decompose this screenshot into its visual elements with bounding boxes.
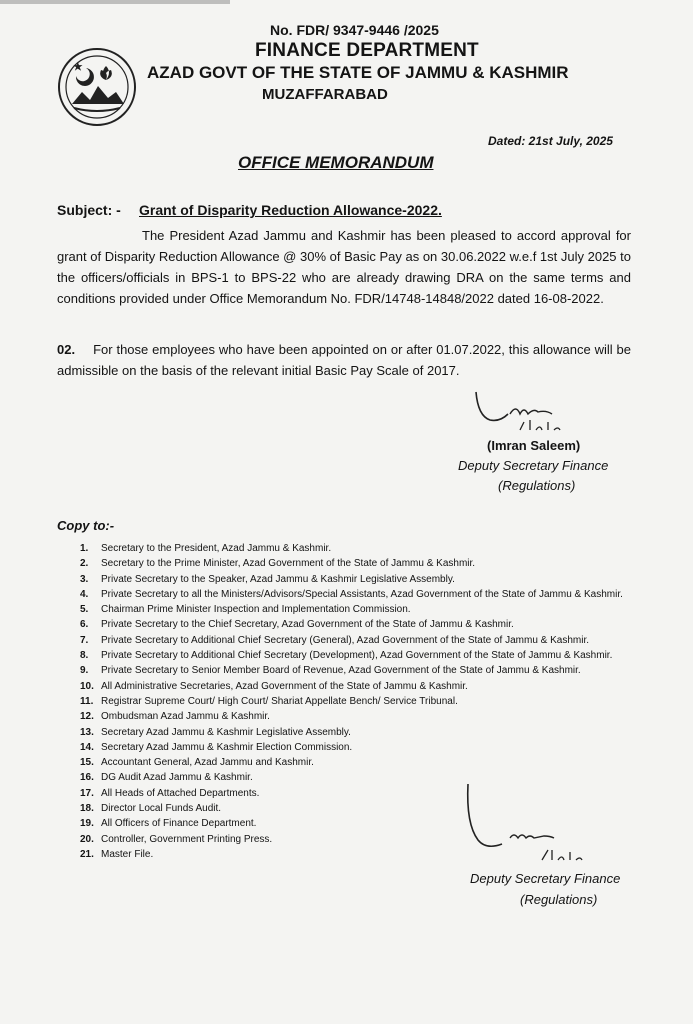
signatory-1-designation: Deputy Secretary Finance (458, 458, 609, 473)
distribution-item-text: Director Local Funds Audit. (101, 803, 222, 815)
distribution-item-text: All Officers of Finance Department. (101, 818, 257, 830)
distribution-item-number: 16. (80, 772, 94, 784)
distribution-item-text: Private Secretary to Additional Chief Secretary (General), Azad Government of the State of Jammu & Kashmir. (101, 634, 590, 646)
distribution-item-number: 12. (80, 711, 94, 723)
distribution-item-text: All Heads of Attached Departments. (101, 787, 260, 799)
memo-title: OFFICE MEMORANDUM (238, 153, 434, 172)
distribution-item-number: 5. (80, 604, 89, 616)
distribution-item-number: 21. (80, 848, 94, 860)
distribution-item-text: Controller, Government Printing Press. (101, 833, 273, 845)
distribution-item-text: Private Secretary to Additional Chief Secretary (Development), Azad Government of the State of Jammu & Kashmir. (101, 650, 613, 662)
distribution-item-number: 14. (80, 741, 94, 753)
signature-2-mark (462, 780, 622, 880)
distribution-item (80, 587, 650, 602)
distribution-item-number: 8. (80, 650, 89, 662)
distribution-item (80, 633, 650, 648)
paragraph-2-text: For those employees who have been appointed on or after 01.07.2022, this allowance will be admissible on the basis of the relevant initial Basic Pay Scale of 2017. (57, 342, 631, 378)
distribution-item-text: Private Secretary to Senior Member Board of Revenue, Azad Government of the State of Jammu & Kashmir. (101, 665, 581, 677)
distribution-item-text: Master File. (101, 848, 154, 860)
distribution-item (80, 541, 650, 556)
government-seal-icon (56, 46, 138, 128)
government-name: AZAD GOVT OF THE STATE OF JAMMU & KASHMIR (147, 63, 569, 82)
paragraph-2 (57, 339, 631, 381)
subject-label: Subject: - (57, 202, 121, 218)
distribution-item-number: 10. (80, 680, 94, 692)
distribution-item-number: 18. (80, 803, 94, 815)
distribution-item-number: 13. (80, 726, 94, 738)
subject-text: Grant of Disparity Reduction Allowance-2022. (139, 202, 442, 218)
distribution-item-text: Private Secretary to the Speaker, Azad Jammu & Kashmir Legislative Assembly. (101, 573, 455, 585)
distribution-item (80, 663, 650, 678)
distribution-item-number: 11. (80, 695, 94, 707)
distribution-item (80, 556, 650, 571)
distribution-item-number: 15. (80, 757, 94, 769)
department-name: FINANCE DEPARTMENT (255, 40, 479, 61)
signatory-1-name: (Imran Saleem) (487, 438, 581, 453)
file-number: No. FDR/ 9347-9446 /2025 (270, 22, 439, 38)
distribution-item-number: 3. (80, 573, 89, 585)
distribution-item (80, 755, 650, 770)
distribution-item-number: 19. (80, 818, 94, 830)
distribution-item-number: 2. (80, 558, 89, 570)
distribution-item-text: Accountant General, Azad Jammu and Kashmir. (101, 757, 314, 769)
signatory-2-section: (Regulations) (520, 892, 598, 907)
distribution-item-number: 7. (80, 634, 89, 646)
distribution-item-text: Secretary Azad Jammu & Kashmir Election Commission. (101, 741, 353, 753)
distribution-item-number: 9. (80, 665, 89, 677)
distribution-item (80, 725, 650, 740)
distribution-item-number: 6. (80, 619, 89, 631)
paragraph-2-number: 02. (57, 342, 76, 357)
memo-date: Dated: 21st July, 2025 (488, 134, 613, 148)
city-name: MUZAFFARABAD (262, 86, 388, 103)
distribution-item (80, 694, 650, 709)
signatory-1-section: (Regulations) (498, 478, 576, 493)
distribution-item-number: 17. (80, 787, 94, 799)
distribution-item (80, 617, 650, 632)
paragraph-1: The President Azad Jammu and Kashmir has been pleased to accord approval for grant of Disparity Reduction Allowance @ 30% of Basic Pay as on 30.06.2022 w.e.f 1st July 2025 to the officers/officials in BPS-1 to BPS-22 who are already drawing DRA on the same terms and conditions provided under Office Memorandum No. FDR/14748-14848/2022 dated 16-08-2022. (57, 228, 631, 306)
distribution-item (80, 648, 650, 663)
copy-to-label: Copy to:- (57, 518, 115, 533)
signatory-2-designation: Deputy Secretary Finance (470, 871, 621, 886)
distribution-item-number: 1. (80, 543, 89, 554)
distribution-item-number: 4. (80, 588, 89, 600)
distribution-item (80, 602, 650, 617)
distribution-item (80, 572, 650, 587)
distribution-item-text: Private Secretary to the Chief Secretary, Azad Government of the State of Jammu & Kashmir. (101, 619, 514, 631)
distribution-item-text: Secretary Azad Jammu & Kashmir Legislative Assembly. (101, 726, 351, 738)
distribution-item-text: DG Audit Azad Jammu & Kashmir. (101, 772, 253, 784)
distribution-item-text: Chairman Prime Minister Inspection and Implementation Commission. (101, 604, 411, 616)
distribution-item-text: Registrar Supreme Court/ High Court/ Shariat Appellate Bench/ Service Tribunal. (101, 695, 458, 707)
distribution-item (80, 709, 650, 724)
distribution-item-text: Ombudsman Azad Jammu & Kashmir. (101, 711, 270, 723)
scan-edge-line (0, 0, 230, 4)
distribution-item (80, 679, 650, 694)
distribution-item-text: Private Secretary to all the Ministers/Advisors/Special Assistants, Azad Government of the State of Jammu & Kashmir. (101, 588, 623, 600)
distribution-item-text: Secretary to the President, Azad Jammu & Kashmir. (101, 543, 332, 554)
distribution-item (80, 740, 650, 755)
distribution-item-text: Secretary to the Prime Minister, Azad Government of the State of Jammu & Kashmir. (101, 558, 476, 570)
distribution-item-number: 20. (80, 833, 94, 845)
distribution-item-text: All Administrative Secretaries, Azad Government of the State of Jammu & Kashmir. (101, 680, 468, 692)
